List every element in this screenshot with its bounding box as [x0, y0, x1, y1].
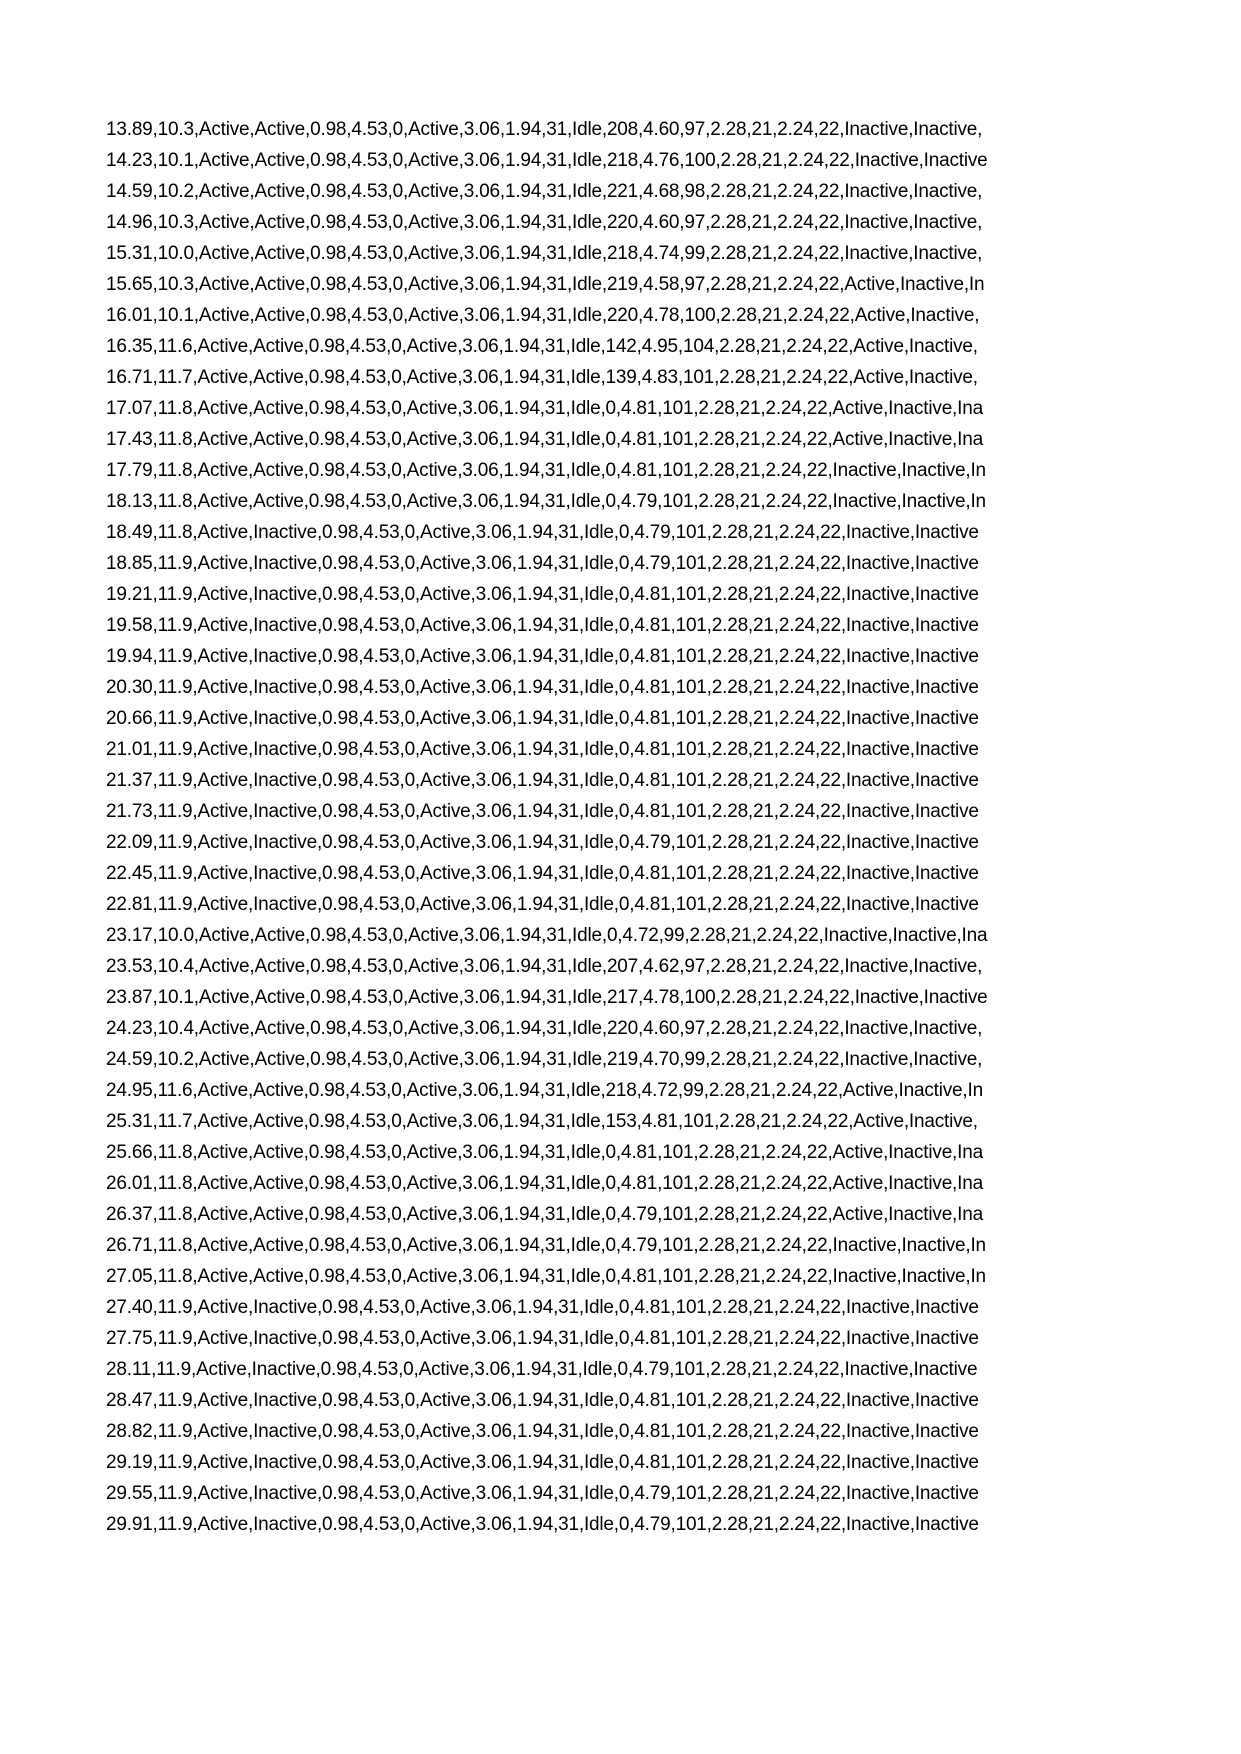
data-text-block [106, 114, 1096, 1540]
data-line: 24.95,11.6,Active,Active,0.98,4.53,0,Active,3.06,1.94,31,Idle,218,4.72,99,2.28,21,2.24,22,Active,Inactive,In [106, 1080, 983, 1101]
data-line: 24.23,10.4,Active,Active,0.98,4.53,0,Active,3.06,1.94,31,Idle,220,4.60,97,2.28,21,2.24,22,Inactive,Inactive, [106, 1018, 983, 1039]
data-line: 22.09,11.9,Active,Inactive,0.98,4.53,0,Active,3.06,1.94,31,Idle,0,4.79,101,2.28,21,2.24,22,Inactive,Inactive [106, 832, 979, 853]
data-line: 16.71,11.7,Active,Active,0.98,4.53,0,Active,3.06,1.94,31,Idle,139,4.83,101,2.28,21,2.24,22,Active,Inactive, [106, 367, 978, 388]
data-line: 19.21,11.9,Active,Inactive,0.98,4.53,0,Active,3.06,1.94,31,Idle,0,4.81,101,2.28,21,2.24,22,Inactive,Inactive [106, 584, 979, 605]
data-line: 16.01,10.1,Active,Active,0.98,4.53,0,Active,3.06,1.94,31,Idle,220,4.78,100,2.28,21,2.24,22,Active,Inactive, [106, 305, 980, 326]
data-line: 22.45,11.9,Active,Inactive,0.98,4.53,0,Active,3.06,1.94,31,Idle,0,4.81,101,2.28,21,2.24,22,Inactive,Inactive [106, 863, 979, 884]
data-line: 17.07,11.8,Active,Active,0.98,4.53,0,Active,3.06,1.94,31,Idle,0,4.81,101,2.28,21,2.24,22,Active,Inactive,Ina [106, 398, 983, 419]
data-line: 20.30,11.9,Active,Inactive,0.98,4.53,0,Active,3.06,1.94,31,Idle,0,4.81,101,2.28,21,2.24,22,Inactive,Inactive [106, 677, 979, 698]
data-line: 28.82,11.9,Active,Inactive,0.98,4.53,0,Active,3.06,1.94,31,Idle,0,4.81,101,2.28,21,2.24,22,Inactive,Inactive [106, 1421, 979, 1442]
data-line: 14.96,10.3,Active,Active,0.98,4.53,0,Active,3.06,1.94,31,Idle,220,4.60,97,2.28,21,2.24,22,Inactive,Inactive, [106, 212, 983, 233]
data-line: 19.58,11.9,Active,Inactive,0.98,4.53,0,Active,3.06,1.94,31,Idle,0,4.81,101,2.28,21,2.24,22,Inactive,Inactive [106, 615, 979, 636]
data-line: 29.55,11.9,Active,Inactive,0.98,4.53,0,Active,3.06,1.94,31,Idle,0,4.79,101,2.28,21,2.24,22,Inactive,Inactive [106, 1483, 979, 1504]
data-line: 29.19,11.9,Active,Inactive,0.98,4.53,0,Active,3.06,1.94,31,Idle,0,4.81,101,2.28,21,2.24,22,Inactive,Inactive [106, 1452, 979, 1473]
data-line: 21.37,11.9,Active,Inactive,0.98,4.53,0,Active,3.06,1.94,31,Idle,0,4.81,101,2.28,21,2.24,22,Inactive,Inactive [106, 770, 979, 791]
data-line: 26.01,11.8,Active,Active,0.98,4.53,0,Active,3.06,1.94,31,Idle,0,4.81,101,2.28,21,2.24,22,Active,Inactive,Ina [106, 1173, 983, 1194]
data-line: 27.05,11.8,Active,Active,0.98,4.53,0,Active,3.06,1.94,31,Idle,0,4.81,101,2.28,21,2.24,22,Inactive,Inactive,In [106, 1266, 986, 1287]
data-line: 25.66,11.8,Active,Active,0.98,4.53,0,Active,3.06,1.94,31,Idle,0,4.81,101,2.28,21,2.24,22,Active,Inactive,Ina [106, 1142, 983, 1163]
data-line: 21.01,11.9,Active,Inactive,0.98,4.53,0,Active,3.06,1.94,31,Idle,0,4.81,101,2.28,21,2.24,22,Inactive,Inactive [106, 739, 979, 760]
data-line: 15.65,10.3,Active,Active,0.98,4.53,0,Active,3.06,1.94,31,Idle,219,4.58,97,2.28,21,2.24,22,Active,Inactive,In [106, 274, 985, 295]
data-line: 19.94,11.9,Active,Inactive,0.98,4.53,0,Active,3.06,1.94,31,Idle,0,4.81,101,2.28,21,2.24,22,Inactive,Inactive [106, 646, 979, 667]
data-line: 17.79,11.8,Active,Active,0.98,4.53,0,Active,3.06,1.94,31,Idle,0,4.81,101,2.28,21,2.24,22,Inactive,Inactive,In [106, 460, 986, 481]
data-line: 23.17,10.0,Active,Active,0.98,4.53,0,Active,3.06,1.94,31,Idle,0,4.72,99,2.28,21,2.24,22,Inactive,Inactive,Ina [106, 925, 988, 946]
data-line: 18.85,11.9,Active,Inactive,0.98,4.53,0,Active,3.06,1.94,31,Idle,0,4.79,101,2.28,21,2.24,22,Inactive,Inactive [106, 553, 979, 574]
data-line: 25.31,11.7,Active,Active,0.98,4.53,0,Active,3.06,1.94,31,Idle,153,4.81,101,2.28,21,2.24,22,Active,Inactive, [106, 1111, 978, 1132]
data-line: 24.59,10.2,Active,Active,0.98,4.53,0,Active,3.06,1.94,31,Idle,219,4.70,99,2.28,21,2.24,22,Inactive,Inactive, [106, 1049, 983, 1070]
data-line: 22.81,11.9,Active,Inactive,0.98,4.53,0,Active,3.06,1.94,31,Idle,0,4.81,101,2.28,21,2.24,22,Inactive,Inactive [106, 894, 979, 915]
data-line: 18.13,11.8,Active,Active,0.98,4.53,0,Active,3.06,1.94,31,Idle,0,4.79,101,2.28,21,2.24,22,Inactive,Inactive,In [106, 491, 986, 512]
data-line: 28.47,11.9,Active,Inactive,0.98,4.53,0,Active,3.06,1.94,31,Idle,0,4.81,101,2.28,21,2.24,22,Inactive,Inactive [106, 1390, 979, 1411]
data-line: 29.91,11.9,Active,Inactive,0.98,4.53,0,Active,3.06,1.94,31,Idle,0,4.79,101,2.28,21,2.24,22,Inactive,Inactive [106, 1514, 979, 1535]
data-line: 18.49,11.8,Active,Inactive,0.98,4.53,0,Active,3.06,1.94,31,Idle,0,4.79,101,2.28,21,2.24,22,Inactive,Inactive [106, 522, 979, 543]
data-line: 21.73,11.9,Active,Inactive,0.98,4.53,0,Active,3.06,1.94,31,Idle,0,4.81,101,2.28,21,2.24,22,Inactive,Inactive [106, 801, 979, 822]
data-line: 17.43,11.8,Active,Active,0.98,4.53,0,Active,3.06,1.94,31,Idle,0,4.81,101,2.28,21,2.24,22,Active,Inactive,Ina [106, 429, 983, 450]
data-line: 14.59,10.2,Active,Active,0.98,4.53,0,Active,3.06,1.94,31,Idle,221,4.68,98,2.28,21,2.24,22,Inactive,Inactive, [106, 181, 983, 202]
data-line: 13.89,10.3,Active,Active,0.98,4.53,0,Active,3.06,1.94,31,Idle,208,4.60,97,2.28,21,2.24,22,Inactive,Inactive, [106, 119, 983, 140]
data-line: 16.35,11.6,Active,Active,0.98,4.53,0,Active,3.06,1.94,31,Idle,142,4.95,104,2.28,21,2.24,22,Active,Inactive, [106, 336, 978, 357]
data-line: 27.75,11.9,Active,Inactive,0.98,4.53,0,Active,3.06,1.94,31,Idle,0,4.81,101,2.28,21,2.24,22,Inactive,Inactive [106, 1328, 979, 1349]
data-line: 26.37,11.8,Active,Active,0.98,4.53,0,Active,3.06,1.94,31,Idle,0,4.79,101,2.28,21,2.24,22,Active,Inactive,Ina [106, 1204, 983, 1225]
data-line: 28.11,11.9,Active,Inactive,0.98,4.53,0,Active,3.06,1.94,31,Idle,0,4.79,101,2.28,21,2.24,22,Inactive,Inactive [106, 1359, 978, 1380]
data-line: 26.71,11.8,Active,Active,0.98,4.53,0,Active,3.06,1.94,31,Idle,0,4.79,101,2.28,21,2.24,22,Inactive,Inactive,In [106, 1235, 986, 1256]
data-line: 23.53,10.4,Active,Active,0.98,4.53,0,Active,3.06,1.94,31,Idle,207,4.62,97,2.28,21,2.24,22,Inactive,Inactive, [106, 956, 983, 977]
data-line: 23.87,10.1,Active,Active,0.98,4.53,0,Active,3.06,1.94,31,Idle,217,4.78,100,2.28,21,2.24,22,Inactive,Inactive [106, 987, 988, 1008]
data-line: 14.23,10.1,Active,Active,0.98,4.53,0,Active,3.06,1.94,31,Idle,218,4.76,100,2.28,21,2.24,22,Inactive,Inactive [106, 150, 988, 171]
data-line: 20.66,11.9,Active,Inactive,0.98,4.53,0,Active,3.06,1.94,31,Idle,0,4.81,101,2.28,21,2.24,22,Inactive,Inactive [106, 708, 979, 729]
data-line: 15.31,10.0,Active,Active,0.98,4.53,0,Active,3.06,1.94,31,Idle,218,4.74,99,2.28,21,2.24,22,Inactive,Inactive, [106, 243, 983, 264]
data-line: 27.40,11.9,Active,Inactive,0.98,4.53,0,Active,3.06,1.94,31,Idle,0,4.81,101,2.28,21,2.24,22,Inactive,Inactive [106, 1297, 979, 1318]
